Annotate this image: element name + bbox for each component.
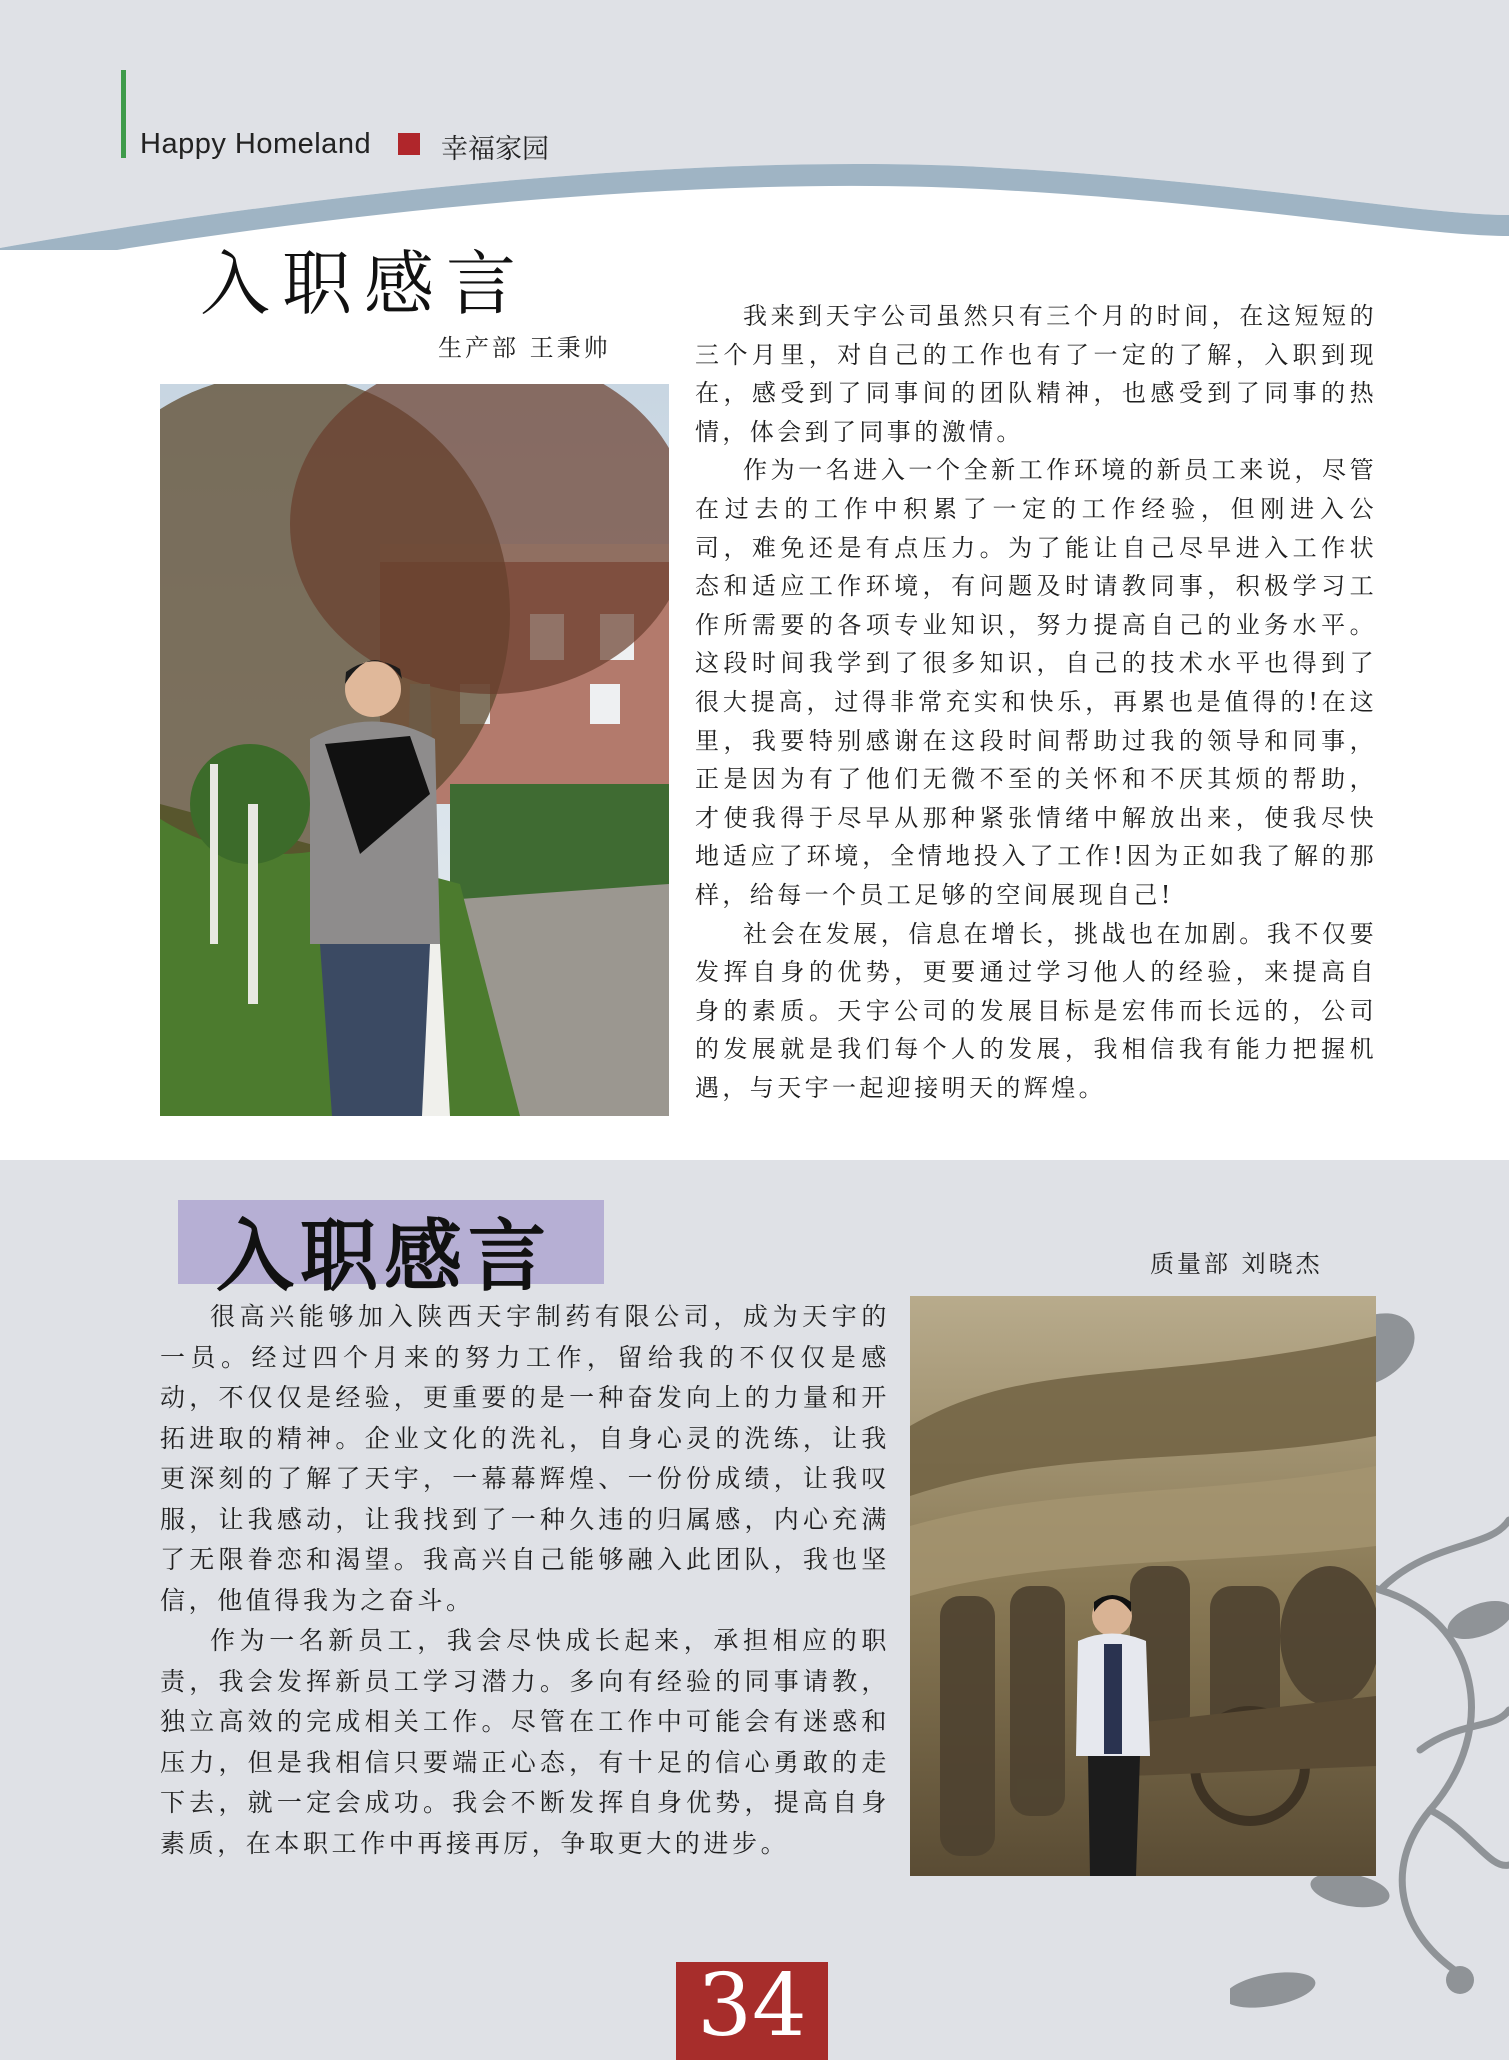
article2-author: 质量部 刘晓杰 [1150,1250,1323,1278]
article2-photo [910,1296,1376,1876]
brand-square-icon [398,133,420,155]
brand-chinese: 幸福家园 [441,134,549,165]
article1-body [695,297,1377,1107]
article2-title: 入职感言 [216,1211,553,1302]
article2-body [160,1297,890,1864]
article1-photo [160,384,669,1116]
article2-paragraph: 很高兴能够加入陕西天宇制药有限公司，成为天宇的一员。经过四个月来的努力工作，留给我的不仅仅是感动，不仅仅是经验，更重要的是一种奋发向上的力量和开拓进取的精神。企业文化的洗礼，自身心灵的洗练，让我更深刻的了解了天宇，一幕幕辉煌、一份份成绩，让我叹服，让我感动，让我找到了一种久违的归属感，内心充满了无限眷恋和渴望。我高兴自己能够融入此团队，我也坚信，他值得我为之奋斗。 [160,1302,890,1615]
article1-paragraph: 社会在发展，信息在增长，挑战也在加剧。我不仅要发挥自身的优势，更要通过学习他人的经验，来提高自身的素质。天宇公司的发展目标是宏伟而长远的，公司的发展就是我们每个人的发展，我相信我有能力把握机遇，与天宇一起迎接明天的辉煌。 [695,919,1377,1102]
page-number: 34 [697,1956,807,2056]
article1-author: 生产部 王秉帅 [438,334,611,362]
brand-english: Happy Homeland [140,128,372,160]
article1-paragraph: 作为一名进入一个全新工作环境的新员工来说，尽管在过去的工作中积累了一定的工作经验，但刚进入公司，难免还是有点压力。为了能让自己尽早进入工作状态和适应工作环境，有问题及时请教同事，积极学习工作所需要的各项专业知识，努力提高自己的业务水平。这段时间我学到了很多知识，自己的技术水平也得到了很大提高，过得非常充实和快乐，再累也是值得的!在这里，我要特别感谢在这段时间帮助过我的领导和同事，正是因为有了他们无微不至的关怀和不厌其烦的帮助，才使我得于尽早从那种紧张情绪中解放出来，使我尽快地适应了环境，全情地投入了工作!因为正如我了解的那样，给每一个员工足够的空间展现自己! [695,456,1377,909]
header-accent-bar [121,70,126,158]
article1-paragraph: 我来到天宇公司虽然只有三个月的时间，在这短短的三个月里，对自己的工作也有了一定的了解，入职到现在，感受到了同事间的团队精神，也感受到了同事的热情，体会到了同事的激情。 [695,302,1377,446]
article1-title: 入职感言 [200,243,528,325]
article2-paragraph: 作为一名新员工，我会尽快成长起来，承担相应的职责，我会发挥新员工学习潜力。多向有经验的同事请教，独立高效的完成相关工作。尽管在工作中可能会有迷惑和压力，但是我相信只要端正心态，有十足的信心勇敢的走下去，就一定会成功。我会不断发挥自身优势，提高自身素质，在本职工作中再接再厉，争取更大的进步。 [160,1626,890,1858]
